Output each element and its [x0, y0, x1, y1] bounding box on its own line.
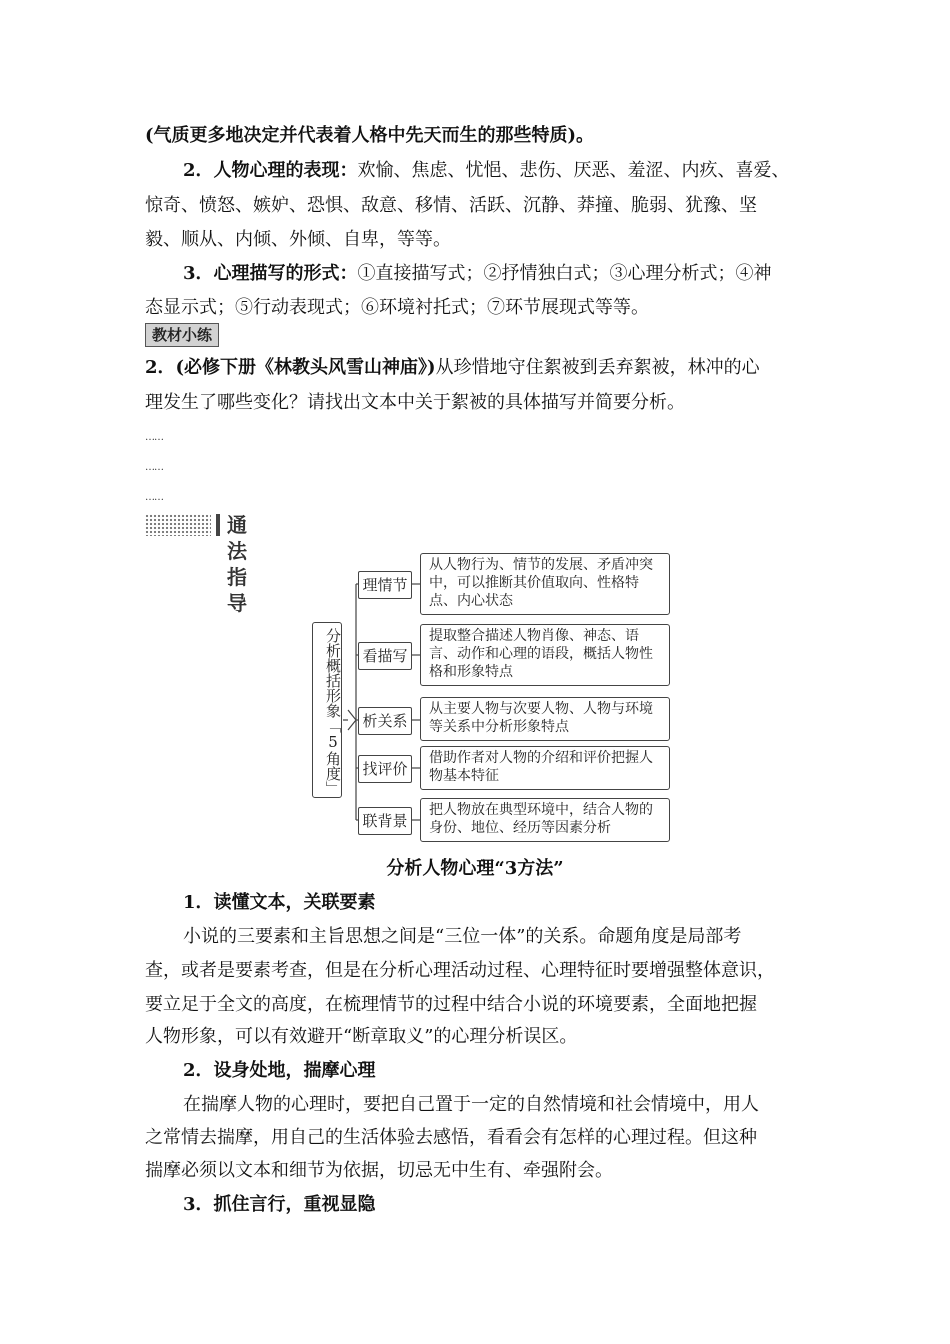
method-line: 查，或者是要素考查，但是在分析心理活动过程、心理特征时要增强整体意识， [145, 960, 775, 981]
exercise-tag: 教材小练 [145, 323, 219, 347]
node-description: 借助作者对人物的介绍和评价把握人物基本特征 [420, 746, 670, 790]
item-text: 欢愉、焦虑、忧悒、悲伤、厌恶、羞涩、内疚、喜爱、 [357, 160, 790, 181]
methods-caption: 分析人物心理“3方法” [386, 858, 564, 879]
question-line: 理发生了哪些变化？请找出文本中关于絮被的具体描写并简要分析。 [145, 392, 685, 413]
method-line: 要立足于全文的高度，在梳理情节的过程中结合小说的环境要素，全面地把握 [145, 994, 757, 1015]
method-heading: 3．抓住言行，重视显隐 [183, 1194, 376, 1215]
root-node: 分析概括形象「5角度」 [312, 622, 342, 798]
answer-blank[interactable]: …… [145, 432, 163, 443]
node-label: 理情节 [358, 571, 412, 599]
answer-blank[interactable]: …… [145, 462, 163, 473]
node-description: 提取整合描述人物肖像、神态、语言、动作和心理的语段，概括人物性格和形象特点 [420, 624, 670, 686]
node-description: 从主要人物与次要人物、人物与环境等关系中分析形象特点 [420, 697, 670, 741]
section-title: 通法指导 [227, 513, 248, 615]
intro-line: (气质更多地决定并代表着人格中先天而生的那些特质)。 [145, 125, 595, 146]
node-label: 联背景 [358, 807, 412, 835]
intro-line: 惊奇、愤怒、嫉妒、恐惧、敌意、移情、活跃、沉静、莽撞、脆弱、犹豫、坚 [145, 195, 757, 216]
method-heading: 2．设身处地，揣摩心理 [183, 1060, 376, 1081]
intro-line [183, 262, 772, 286]
item-heading: 2．人物心理的表现： [183, 160, 358, 181]
node-description: 从人物行为、情节的发展、矛盾冲突中，可以推断其价值取向、性格特点、内心状态 [420, 553, 670, 615]
method-heading: 1．读懂文本，关联要素 [183, 892, 376, 913]
question-line [145, 356, 760, 380]
item-text: ①直接描写式；②抒情独白式；③心理分析式；④神 [357, 263, 772, 284]
divider-bar [216, 514, 220, 536]
item-heading: 3．心理描写的形式： [183, 263, 358, 284]
method-line: 小说的三要素和主旨思想之间是“三位一体”的关系。命题角度是局部考 [183, 926, 742, 947]
node-label: 看描写 [358, 642, 412, 670]
question-source: (必修下册《林教头风雪山神庙》) [175, 357, 436, 378]
method-line: 人物形象，可以有效避开“断章取义”的心理分析误区。 [145, 1026, 578, 1047]
node-description: 把人物放在典型环境中，结合人物的身份、地位、经历等因素分析 [420, 798, 670, 842]
intro-line: 毅、顺从、内倾、外倾、自卑，等等。 [145, 229, 451, 250]
answer-blank[interactable]: …… [145, 492, 163, 503]
node-label: 析关系 [358, 707, 412, 735]
intro-line: 态显示式；⑤行动表现式；⑥环境衬托式；⑦环节展现式等等。 [145, 297, 649, 318]
node-label: 找评价 [358, 755, 412, 783]
method-line: 之常情去揣摩，用自己的生活体验去感悟，看看会有怎样的心理过程。但这种 [145, 1127, 757, 1148]
method-line: 揣摩必须以文本和细节为依据，切忌无中生有、牵强附会。 [145, 1160, 613, 1181]
arrow-connector [343, 710, 356, 730]
dot-pattern-decoration [145, 514, 211, 536]
question-number: 2． [145, 357, 176, 378]
question-text: 从珍惜地守住絮被到丢弃絮被，林冲的心 [435, 357, 760, 378]
mind-map [310, 550, 680, 845]
method-line: 在揣摩人物的心理时，要把自己置于一定的自然情境和社会情境中，用人 [183, 1094, 759, 1115]
intro-line [183, 159, 790, 183]
